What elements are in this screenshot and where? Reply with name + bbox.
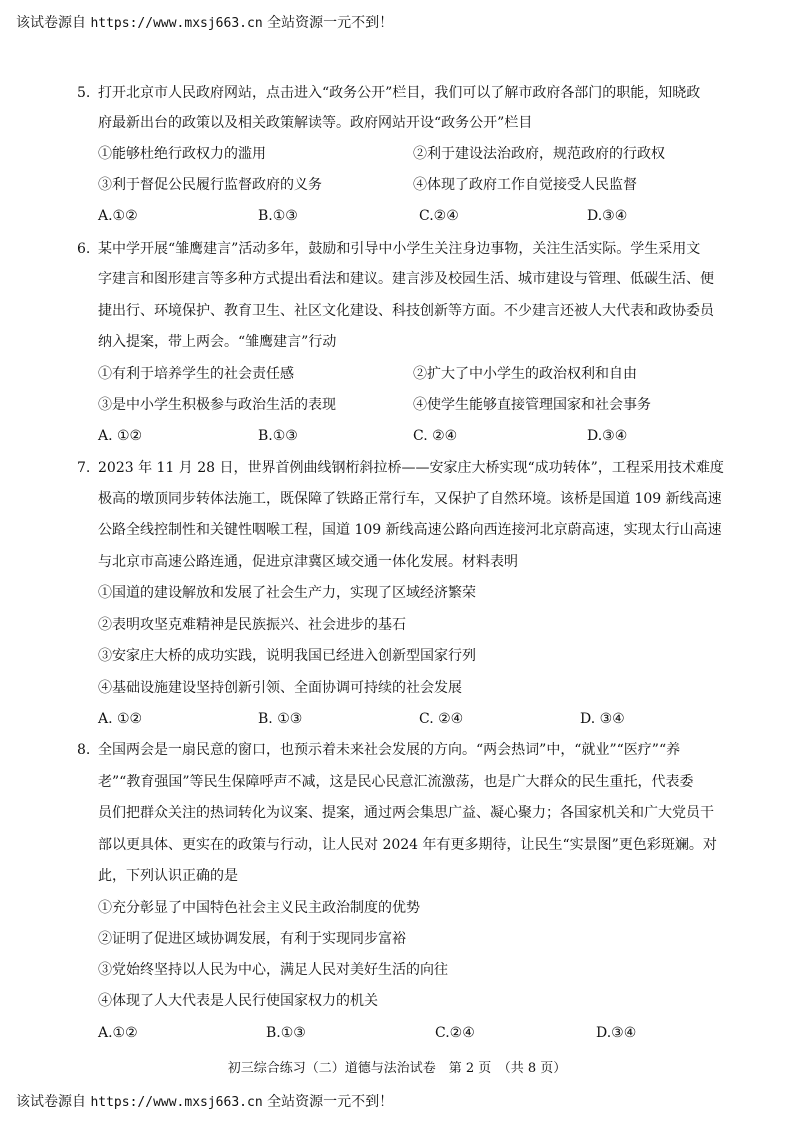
watermark-url[interactable]: https://www.mxsj663.cn xyxy=(90,1095,263,1110)
choice-b: B.①③ xyxy=(266,1025,306,1041)
choice-a: A.①② xyxy=(98,1025,138,1041)
watermark-prefix: 该试卷源自 xyxy=(16,1094,86,1110)
question-text-line: 公路全线控制性和关键性咽喉工程，国道 109 新线高速公路向西连接河北京蔚高速，实现太行山高速 xyxy=(98,522,722,538)
statement-1: ①有利于培养学生的社会责任感 xyxy=(98,366,294,382)
statement-1: ①能够杜绝行政权力的滥用 xyxy=(98,146,266,162)
statement-2: ②表明攻坚克难精神是民族振兴、社会进步的基石 xyxy=(98,617,406,633)
statement-3: ③党始终坚持以人民为中心，满足人民对美好生活的向往 xyxy=(98,962,448,978)
question-number: 8. xyxy=(77,742,91,758)
choice-a: A.①② xyxy=(98,208,138,224)
choice-c: C.②④ xyxy=(419,208,459,224)
question-text-line: 部以更具体、更实在的政策与行动，让人民对 2024 年有更多期待，让民生“实景图”更色彩斑斓。对 xyxy=(98,837,717,853)
choice-a: A. ①② xyxy=(98,428,143,444)
choice-d: D. ③④ xyxy=(580,711,625,727)
question-text-line: 此，下列认识正确的是 xyxy=(98,868,238,884)
statement-4: ④使学生能够直接管理国家和社会事务 xyxy=(413,397,651,413)
statement-1: ①国道的建设解放和发展了社会生产力，实现了区域经济繁荣 xyxy=(98,585,476,601)
question-text-line: 员们把群众关注的热词转化为议案、提案，通过两会集思广益、凝心聚力；各国家机关和广大党员干 xyxy=(98,805,714,821)
statement-4: ④体现了人大代表是人民行使国家权力的机关 xyxy=(98,993,378,1009)
question-number: 6. xyxy=(77,241,91,257)
question-number: 7. xyxy=(77,460,91,476)
statement-4: ④体现了政府工作自觉接受人民监督 xyxy=(413,177,637,193)
choice-d: D.③④ xyxy=(587,208,628,224)
choice-c: C. ②④ xyxy=(419,711,464,727)
page-footer: 初三综合练习（二）道德与法治试卷 第 2 页 （共 8 页） xyxy=(227,1061,567,1076)
choice-c: C. ②④ xyxy=(413,428,458,444)
question-text-line: 极高的墩顶同步转体法施工，既保障了铁路正常行车，又保护了自然环境。该桥是国道 109 新线高速 xyxy=(98,491,722,507)
choice-b: B. ①③ xyxy=(258,711,303,727)
choice-d: D.③④ xyxy=(596,1025,637,1041)
choice-c: C.②④ xyxy=(435,1025,475,1041)
question-text-line: 全国两会是一扇民意的窗口，也预示着未来社会发展的方向。“两会热词”中，“就业”“医疗”“养 xyxy=(98,742,681,758)
statement-2: ②证明了促进区域协调发展，有利于实现同步富裕 xyxy=(98,931,406,947)
statement-2: ②利于建设法治政府，规范政府的行政权 xyxy=(413,146,665,162)
statement-1: ①充分彰显了中国特色社会主义民主政治制度的优势 xyxy=(98,900,420,916)
question-text-line: 与北京市高速公路连通，促进京津冀区域交通一体化发展。材料表明 xyxy=(98,554,518,570)
watermark-bottom xyxy=(16,1091,393,1111)
question-text-line: 捷出行、环境保护、教育卫生、社区文化建设、科技创新等方面。不少建言还被人大代表和政协委员 xyxy=(98,303,714,319)
statement-3: ③安家庄大桥的成功实践，说明我国已经进入创新型国家行列 xyxy=(98,648,476,664)
watermark-prefix: 该试卷源自 xyxy=(16,15,86,31)
question-text-line: 纳入提案，带上两会。“雏鹰建言”行动 xyxy=(98,334,337,350)
watermark-top xyxy=(16,12,393,32)
statement-3: ③利于督促公民履行监督政府的义务 xyxy=(98,177,322,193)
choice-b: B.①③ xyxy=(258,208,298,224)
watermark-suffix: 全站资源一元不到！ xyxy=(267,1094,394,1110)
question-text-line: 某中学开展“雏鹰建言”活动多年，鼓励和引导中小学生关注身边事物，关注生活实际。学生采用文 xyxy=(98,241,701,257)
question-number: 5. xyxy=(77,85,91,101)
watermark-suffix: 全站资源一元不到！ xyxy=(267,15,394,31)
question-text-line: 字建言和图形建言等多种方式提出看法和建议。建言涉及校园生活、城市建设与管理、低碳生活、便 xyxy=(98,271,714,287)
choice-b: B.①③ xyxy=(258,428,298,444)
statement-3: ③是中小学生积极参与政治生活的表现 xyxy=(98,397,336,413)
choice-a: A. ①② xyxy=(98,711,143,727)
question-text-line: 打开北京市人民政府网站，点击进入“政务公开”栏目，我们可以了解市政府各部门的职能，知晓政 xyxy=(98,85,701,101)
question-text-line: 2023 年 11 月 28 日，世界首例曲线钢桁斜拉桥——安家庄大桥实现“成功转体”，工程采用技术难度 xyxy=(98,460,724,476)
choice-d: D.③④ xyxy=(587,428,628,444)
question-text-line: 府最新出台的政策以及相关政策解读等。政府网站开设“政务公开”栏目 xyxy=(98,115,533,131)
statement-4: ④基础设施建设坚持创新引领、全面协调可持续的社会发展 xyxy=(98,680,462,696)
question-text-line: 老”“教育强国”等民生保障呼声不减，这是民心民意汇流激荡，也是广大群众的民生重托，代表委 xyxy=(98,774,694,790)
statement-2: ②扩大了中小学生的政治权利和自由 xyxy=(413,366,637,382)
watermark-url[interactable]: https://www.mxsj663.cn xyxy=(90,16,263,31)
